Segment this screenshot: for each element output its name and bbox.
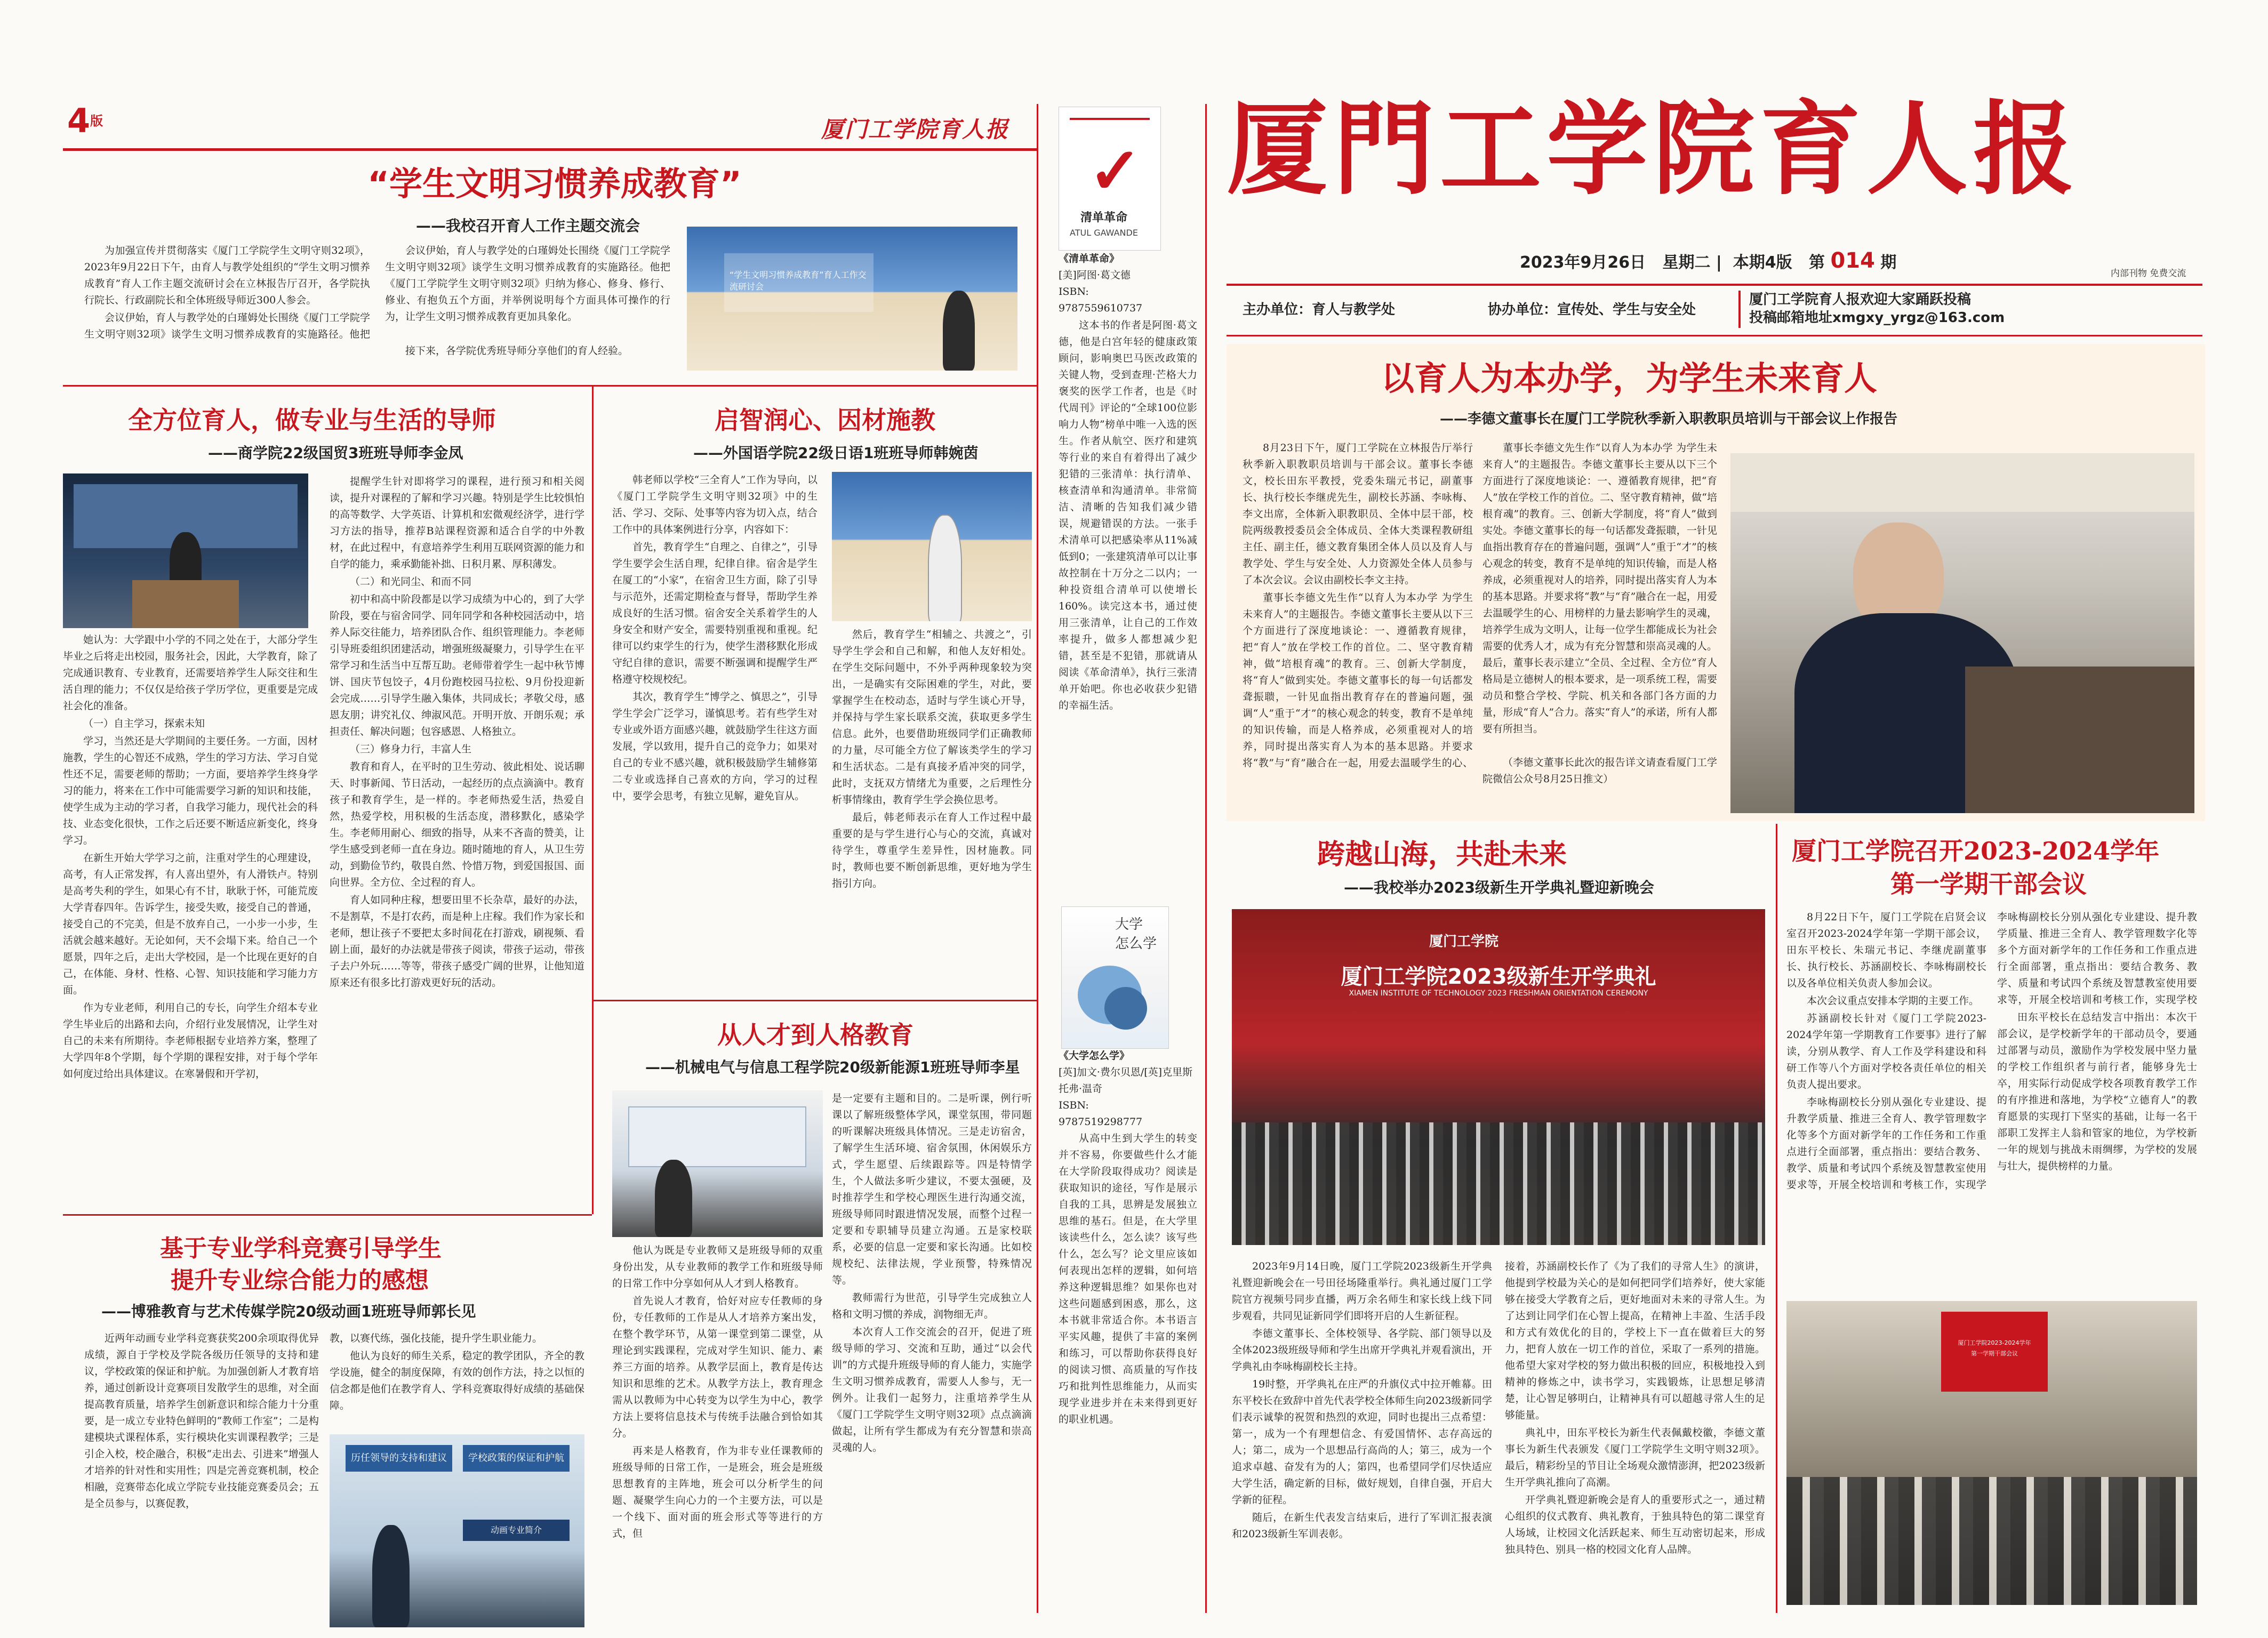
contribution-line-1: 厦门工学院育人报欢迎大家踊跃投稿 [1749,292,1972,308]
book-2-isbn: 9787519298777 [1059,1116,1143,1128]
rule-books-left [1037,104,1038,1613]
a2-paragraph: 作为专业老师，利用自己的专长，向学生介绍本专业学生毕业后的出路和去向，介绍行业发展情况，让学生对自己的未来有所期待。李老师根据专业培养方案，整理了大学四年8个学期，每个学期的课程安排，对于每个学年如何度过给出具体建议。在寒暑假和开学初， [63,1002,318,1080]
a1-title: “学生文明习惯养成教育” [367,164,742,203]
book-1-info [1059,251,1197,317]
a7-paragraph: 19时整，开学典礼在庄严的升旗仪式中拉开帷幕。田东平校长在致辞中首先代表学校全体师生向2023级新同学们表示诚挚的祝贺和热烈的欢迎，同时也提出三点希望：第一，成为一个有理想信念、有爱国情怀、志存高远的人；第二，成为一个思想品行高尚的人；第三，成为一个追求卓越、奋发有为的人；第四，也希望同学们尽快适应大学生活，确定新的目标，做好规划，自律自强，开启大学新的征程。 [1232,1378,1492,1506]
a7-col2 [1505,1258,1765,1559]
a2-paragraph: 学习，当然还是大学期间的主要任务。一方面，因材施教，学生的心智还不成熟，学生的学习方法、学习自觉性还不足，需要老师的帮助；一方面，要培养学生终身学习的能力，将来在工作中可能需要学习新的知识和技能，使学生成为主动的学习者，自我学习能力，现代社会的科技、业态变化很快，工作之后还要不断适应新变化，终身学习。 [63,735,318,846]
a3-title-line2: 提升专业综合能力的感想 [171,1267,429,1294]
book-2-review-text: 从高中生到大学生的转变并不容易，你要做些什么才能在大学阶段取得成功？阅读是获取知识的途径，写作是展示自我的工具，思辨是发展独立思维的基石。但是，在大学里该读些什么，怎么读？该写些什么，怎么写？论文里应该如何表现出怎样的逻辑，如何培养这种逻辑思维？如果你也对这些问题感到困惑，那么，这本书就非常适合你。本书语言平实风趣，提供了丰富的案例和练习，可以帮助你获得良好的阅读习惯、高质量的写作技巧和批判性思维能力，从而实现学业进步并在未来得到更好的职业机遇。 [1059,1133,1197,1425]
a2-paragraph: 教育和育人，在平时的卫生劳动、彼此相处、说话聊天、时事新闻、节日活动，一起经历的点点滴滴中。教育孩子和教育学生，是一样的。李老师热爱生活，热爱自然，热爱学校，用积极的生活态度，潜移默化，感染学生。李老师用耐心、细致的指导，从来不吝啬的赞美，让学生感受到老师一直在身边。随时随地的育人，从卫生劳动，到勤俭节约，敬畏自然、怜惜万物，到爱国报国、面向世界。全方位、全过程的育人。 [330,761,584,888]
a4-title: 启智润心、因材施教 [715,406,935,435]
a6-paragraph: 董事长李德文先生作“以育人为本办学 为学生未来育人”的主题报告。李德文董事长主要从以下三个方面进行了深度地谈论：一、遵循教育规律，把“育人”放在学校工作的首位。二、坚守教育精神，做“培根育魂”的教育。三、创新大学制度，将“育人”做到实处。李德文董事长的每一句话都发聋振聩，一针见血指出教育存在的普遍问题，强调“人”重于“才”的核心观念的转变，教育不是单纯的知识传输，而是人格养成，必须重视对人的培养，同时提出落实育人为本的基本思路。并要求将“教”与“育”融合在一起，用爱去温暖学生的心、用榜样的力量去影响学生的灵魂，培养学生成为文明人，让每一位学生都能成长为社会需要的优秀人才，成为有充分智慧和崇高灵魂的人。最后，董事长表示建立“全员、全过程、全方位”育人格局是立德树人的根本要求，是一项系统工程，需要动员和整合学校、学院、机关和各部门各方面的力量，形成“育人”合力。落实“育人”的承诺，所有人都要有所担当。 [1482,442,1717,735]
a5-col2 [832,1090,1032,1457]
masthead: 厦門工学院育人报 [1227,90,2080,208]
a7-paragraph: 李德文董事长、全体校领导、各学院、部门领导以及全体2023级班级导师和学生出席开学典礼并观看演出，开学典礼由李咏梅副校长主持。 [1232,1328,1492,1372]
a2-paragraph: 在新生开始大学学习之前，注重对学生的心理建设，高考，有人正常发挥，有人喜出望外，有人滑铁卢。特别是高考失利的学生，如果心有不甘，耿耿于怀，可能荒废大学青春四年。告诉学生，接受失败，接受自己的普通，接受自己的不完美，但是不放弃自己，一小步一小步，生活就会越来越好。无论如何，天不会塌下来。给自己一个愿景，四年之后，走出大学校园，是一个比现在更好的自己，在体能、身材、性格、心智、知识技能和学习能力方面。 [63,852,318,996]
a6-photo [1730,453,2194,813]
a8-paragraph: 8月22日下午，厦门工学院在启贤会议室召开2023-2024学年第一学期干部会议，田东平校长、朱瑞元书记、李继虎副董事长、执行校长、苏涵副校长、李咏梅副校长以及各单位相关负责人参加会议。 [1786,911,1986,989]
book-1-title: 《清单革命》 [1059,253,1120,264]
header-rule-left [63,148,1037,151]
a7-subtitle: ——我校举办2023级新生开学典礼暨迎新晚会 [1344,879,1654,896]
a5-paragraph: 是一定要有主题和目的。二是听课，例行听课以了解班级整体学风，课堂氛围，带同题的听课解决班级具体情况。三是走访宿舍，了解学生生活环境、宿舍氛围，休闲娱乐方式，学生愿望、后续跟踪等。四是特情学生，个人做法多听少建议，不要太强硬，及时推荐学生和学校心理医生进行沟通交流，班级导师同时跟进情况发展，而整个过程一定要和专职辅导员建立沟通。五是家校联系，必要的信息一定要和家长沟通。比如校规校纪、法律法规，学业预警，特殊情况等。 [832,1093,1032,1286]
book-1-isbn-label: ISBN: [1059,286,1089,298]
book-1-review [1059,317,1197,715]
a5-col1 [612,1242,823,1543]
book-2-isbn-label: ISBN: [1059,1099,1089,1111]
a3-paragraph: 近两年动画专业学科竞赛获奖200余项取得优异成绩，源自于学校及学院各级历任领导的支持和建议，学校政策的保证和护航。为加强创新人才教育培养，通过创新设计竞赛项目发散学生的思维，对全面提高教育质量，培养学生创新意识和综合能力十分重要，是一成立专业特色鲜明的“教师工作室”；二是构建模块式课程体系，实行模块化实训课程教学；三是引企入校，校企融合，积极“走出去、引进来”增强人才培养的针对性和实用性；四是完善竞赛机制，校企相融，竞赛带态化成立学院专业技能竞赛委员会；五是全员参与，以赛促教， [84,1332,319,1509]
a6-paragraph: （李德文董事长此次的报告详文请查看厦门工学院微信公众号8月25日推文） [1482,757,1717,785]
a3-col2 [330,1330,584,1415]
a3-photo [330,1434,584,1627]
co-host-unit: 协办单位：宣传处、学生与安全处 [1488,302,1696,318]
book-2-author: [英]加文·费尔贝恩/[英]克里斯托弗·温奇 [1059,1066,1193,1095]
a8-title-line1: 厦门工学院召开2023-2024学年 [1792,837,2160,865]
a1-paragraph: 会议伊始，育人与教学处的白瑾姆处长围绕《厦门工学院学生文明守则32项》谈学生文明习惯养成教育的实施路径。他把 [84,312,370,340]
a1-paragraph: 为加强宣传并贯彻落实《厦门工学院学生文明守则32项》，2023年9月22日下午，由育人与教学处组织的“学生文明习惯养成教育”育人工作主题交流研讨会在立林报告厅召开，各学院执行院长、行政副院长和全体班级导师近300人参会。 [84,245,370,306]
a8-col1 [1786,909,1986,1194]
a7-title: 跨越山海，共赴未来 [1317,838,1567,871]
a6-subtitle: ——李德文董事长在厦门工学院秋季新入职教职员培训与干部会议上作报告 [1440,411,1898,427]
book-1-review-text: 这本书的作者是阿图·葛文德，他是白宫年轻的健康政策顾问，影响奥巴马医改政策的关键人物，受到查理·芒格大力褒奖的医学工作者，也是《时代周刊》评论的“全球100位影响力人物”榜单中唯一入选的医生。作者从航空、医疗和建筑等行业的来自有着得出了减少犯错的三张清单：执行清单、核查清单和沟通清单。非常简洁、清晰的告知我们减少错误，规避错误的方法。一张手术清单可以把感染率从11%减低到0；一张建筑清单可以让事故控制在十万分之二以内；一种投资组合清单可以使增长160%。读完这本书，通过使用三张清单，让自己的工作效率提升，做多人都想减少犯错，甚至是不犯错，那就请从阅读《革命清单》，执行三张清单开始吧。你也必收获少犯错的幸福生活。 [1059,319,1197,711]
a5-photo [612,1090,823,1237]
a1-col2 [385,243,670,360]
a8-paragraph: 本次会议重点安排本学期的主要工作。 [1807,995,1980,1007]
a1-photo [687,227,1017,371]
a5-paragraph: 首先说人才教育，恰好对应专任教师的身份，专任教师的工作是从人才培养方案出发，在整个教学环节，从第一课堂到第二课堂，从理论到实践课程，完成对学生知识、能力、素养三方面的培养。从教学层面上，教育是传达知识和思维的艺术。从教学方法上，教育理念需从以教师为中心转变为以学生为中心，教学方法上要将信息技术与传统手法融合到恰如其分。 [612,1295,823,1439]
a1-photo-caption: “学生文明习惯养成教育”育人工作交流研讨会 [730,270,867,292]
a2-heading: （二）和光同尘、和而不同 [350,576,472,588]
a3-col1 [84,1330,319,1629]
a4-photo [832,472,1032,621]
a2-paragraph: 提醒学生针对即将学习的课程，进行预习和相关阅读，提升对课程的了解和学习兴趣。特别是学生比较惧怕的高等数学、大学英语、计算机和宏微观经济学，进行学习方法的指导，推荐B站课程资源和适合自学的中外教材，在此过程中，有意培养学生利用互联网资源的能力和自学的能力，乘承勤能补拙、日积月累、厚积薄发。 [330,476,584,570]
a3-title-line1: 基于专业学科竞赛引导学生 [160,1235,442,1262]
a7-banner-logo: 厦门工学院 [1429,934,1499,950]
a2-title: 全方位育人，做专业与生活的导师 [128,406,496,435]
a2-photo [63,473,308,628]
a4-paragraph: 首先，教育学生“自理之、自律之”，引导学生要学会生活自理，纪律自律。宿舍是学生在厦工的“小家”，在宿舍卫生方面，除了引导与示范外，还需定期检查与督导，帮助学生养成良好的生活习惯。宿舍安全关系着学生的人身安全和财产安全，需要特别重视和重视。纪律可以约束学生的行为，使学生潜移默化形成守纪自律的意识，需要不断强调和提醒学生严格遵守校规校纪。 [612,541,818,685]
a8-photo [1786,1301,2197,1605]
a3-subtitle: ——博雅教育与艺术传媒学院20级动画1班班导师郭长见 [101,1303,476,1320]
book-2-review [1059,1130,1197,1429]
book-2-info [1059,1048,1197,1130]
a8-col2 [1997,909,2197,1176]
a4-col2 [832,627,1032,893]
a7-banner-en: XIAMEN INSTITUTE OF TECHNOLOGY 2023 FRESHMAN ORIENTATION CEREMONY [1349,989,1648,998]
rule-col-divider [592,385,594,1214]
book-cover-2-title-line2: 怎么学 [1115,936,1157,952]
a3-paragraph: 他认为良好的师生关系，稳定的教学团队，齐全的教学设施，健全的制度保障，有效的创作方法，持之以恒的信念都是他们在教学育人、学科竞赛取得好成绩的基础保障。 [330,1350,584,1411]
a1-paragraph: 接下来，各学院优秀班导师分享他们的育人经验。 [405,345,629,357]
a1-paragraph: 会议伊始，育人与教学处的白瑾姆处长围绕《厦门工学院学生文明守则32项》谈学生文明习惯养成教育的实施路径。他把《厦门工学院学生文明守则32项》归纳为修心、修身、修行、修业、有抱负五个方面，并举例说明每个方面具体可操作的行为，让学生文明习惯养成教育更加具象化。 [385,245,670,323]
masthead-rule [1227,284,2202,286]
a7-paragraph: 接着，苏涵副校长作了《为了我们的寻常人生》的演讲，他提到学校最为关心的是如何把同学们培养好，使大家能够在接受大学教育之后，更好地面对未来的寻常人生。为了达到让同学们在心智上提高，在精神上丰盈、生活手段和方式有效优化的目的，学校上下一直在做着巨大的努力，把育人放在一切工作的首位，采取了一系列的措施。他希望大家对学校的努力做出积极的回应，积极地投入到精神的修炼之中，读书学习，实践锻炼，让思想足够清楚，让心智足够明白，让精神具有可以超越寻常人生的足够能量。 [1505,1260,1765,1421]
a4-paragraph: 韩老师以学校“三全育人”工作为导向，以《厦门工学院学生文明守则32项》中的生活、学习、交际、处事等内容为切入点，结合工作中的具体案例进行分享，内容如下： [612,474,818,535]
a1-subtitle: ——我校召开育人工作主题交流会 [416,217,640,235]
rule-a1-bottom [63,385,1037,387]
a3-ppt-block: 历任领导的支持和建议 [346,1445,452,1472]
small-masthead: 厦门工学院育人报 [821,116,1009,142]
rule-a4-bottom [592,1000,1037,1001]
book-cover-1-author: ATUL GAWANDE [1070,228,1138,238]
issue-line: 2023年9月26日 星期二 | 本期4版 第 014 期 [1520,248,1897,273]
a2-col2 [330,473,584,992]
page-number: $4^版$ [67,101,103,140]
a5-paragraph: 他认为既是专业教师又是班级导师的双重身份出发，从专业教师的教学工作和班级导师的日常工作中分享如何从人才到人格教育。 [612,1244,823,1289]
a2-col1 [63,632,318,1083]
a2-heading: （一）自主学习，探索未知 [83,718,205,729]
a3-ppt-block: 动画专业简介 [463,1520,570,1541]
book-cover-1: ✓ 清单革命 ATUL GAWANDE [1059,107,1161,251]
book-1-isbn: 9787559610737 [1059,302,1143,314]
contribution-box [1738,291,2208,328]
a8-screen-line2: 第一学期干部会议 [1971,1350,2018,1357]
a2-paragraph: 初中和高中阶段都是以学习成绩为中心的，到了大学阶段，要在与宿舍同学、同年同学和各种校园活动中，培养人际交往能力，培养团队合作、组织管理能力。李老师引导班委组织团建活动，增强班级凝聚力，引导学生在平常学习和生活当中互帮互助。老师带着学生一起中秋节博饼、国庆节包饺子，4月份跑校园马拉松、9月份投迎新会完成……引导学生融入集体，共同成长；孝敬父母，感恩友朋；讲究礼仪、绅淑风范。开明开放、开朗乐观；承担责任、解决问题；包容感恩、人格独立。 [330,593,584,737]
book-2-title: 《大学怎么学》 [1059,1050,1130,1062]
book-1-author: [美]阿图·葛文德 [1059,269,1131,281]
a5-paragraph: 再来是人格教育，作为非专业任课教师的班级导师的日常工作，一是班会，班会是班级思想教育的主阵地，班会可以分析学生的问题、凝聚学生向心力的一个主要方法，可以是一个线下、面对面的班会形式等等进行的方式，但 [612,1445,823,1539]
a6-col2 [1482,440,1717,789]
a2-paragraph: 她认为：大学跟中小学的不同之处在于，大部分学生毕业之后将走出校园，服务社会，因此，大学教育，除了完成通识教育、专业教育，还需要培养学生人际交往和生活自理的能力；不仅仅是给孩子学历学位，更重要是完成社会化的准备。 [63,634,318,712]
a7-paragraph: 开学典礼暨迎新晚会是育人的重要形式之一，通过精心组织的仪式教育、典礼教育，于独具特色的第二课堂育人场域，让校园文化活跃起来、师生互动密切起来，形成独具特色、别具一格的校园文化育人品牌。 [1505,1494,1765,1555]
a7-paragraph: 随后，在新生代表发言结束后，进行了军训汇报表演和2023级新生军训表彰。 [1232,1512,1492,1540]
a8-paragraph: 苏涵副校长针对《厦门工学院2023-2024学年第一学期教育工作要事》进行了解读，分别从教学、育人工作及学科建设和科研工作等八个方面对学校各责任单位的相关负责人提出要求。 [1786,1013,1986,1090]
book-cover-1-title: 清单革命 [1080,211,1128,224]
a2-subtitle: ——商学院22级国贸3班班导师李金凤 [208,444,463,462]
book-cover-2-title-line1: 大学 [1115,917,1143,933]
a7-paragraph: 典礼中，田东平校长为新生代表佩戴校徽，李德文董事长为新生代表颁发《厦门工学院学生文明守则32项》。最后，精彩纷呈的节目让全场观众激情澎湃，把2023级新生开学典礼推向了高潮。 [1505,1427,1765,1488]
a5-paragraph: 教师需行为世范，引导学生完成独立人格和文明习惯的养成，润物细无声。 [832,1292,1032,1320]
a7-banner: 厦门工学院2023级新生开学典礼 [1341,965,1656,989]
contribution-email: 投稿邮箱地址xmgxy_yrgz@163.com [1749,310,2005,326]
a8-paragraph: 李咏梅副校长分别从强化专业建设、提升教学质量、推进三全育人、教学管理数字化等多个方面对新学年的工作任务和工作重点进行全面部署，重点指出：要结合教务、教学、质量和考试四个系统及智慧教室使用要求等，开展全校培训和考核工作，实现学 [1786,1096,1986,1191]
a1-col1 [84,243,370,344]
a8-paragraph: 李咏梅副校长分别从强化专业建设、提升教学质量、推进三全育人、教学管理数字化等多个方面对新学年的工作任务和工作重点进行全面部署，重点指出：要结合教务、教学、质量和考试四个系统及智慧教室使用要求等，开展全校培训和考核工作，实现学校 [1997,911,2197,1006]
a4-paragraph: 然后，教育学生“相辅之、共渡之”，引导学生学会和自己和解，和他人友好相处。在学生交际问题中，不外乎两种现象较为突出，一是确实有交际困难的学生，对此，要掌握学生在校动态，适时与学生谈心开导，并保持与学生家长联系交流，获取更多学生信息。此外，也要借助班级同学们正确教师的力量，尽可能全方位了解该类学生的学习和生活状态。二是有真接矛盾冲突的同学，此时，支抚双方情绪尤为重要，之后理性分析事情缘由，教育学生学会换位思考。 [832,629,1032,806]
a6-col1 [1243,440,1473,773]
a3-paragraph: 教，以赛代练，强化技能，提升学生职业能力。 [330,1332,543,1344]
internal-note: 内部刊物 免费交流 [2111,268,2186,279]
a4-col1 [612,472,818,806]
a7-paragraph: 2023年9月14日晚，厦门工学院2023级新生开学典礼暨迎新晚会在一号田径场隆重举行。典礼通过厦门工学院官方视频号同步直播，两万余名师生和家长线上线下同步观看，共同见证新同学们即将开启的人生新征程。 [1232,1260,1492,1322]
a4-paragraph: 其次，教育学生“博学之、慎思之”，引导学生学会广泛学习，谨慎思考。若有些学生对专业或外语方面感兴趣，就鼓励学生往这方面发展，学以致用，提升自己的竞争力；如果对自己的专业不感兴趣，就积极鼓励学生辅修第二专业或选择自己喜欢的方向，学习的过程中，要学会思考，有独立见解，避免盲从。 [612,691,818,802]
a4-subtitle: ——外国语学院22级日语1班班导师韩婉茵 [693,444,979,462]
rule-a2-bottom [63,1214,592,1216]
a2-paragraph: 育人如同种庄稼，想要田里不长杂草，最好的办法，不是割草，不是打农药，而是种上庄稼。我们作为家长和老师，想让孩子不要把太多时间花在打游戏，刷视频、看剧上面，最好的办法就是带孩子阅读，带孩子运动，带孩子去户外玩……等等，带孩子感受广阔的世界，让他知道原来还有很多比打游戏更好玩的活动。 [330,894,584,989]
book-cover-2 [1061,906,1169,1049]
rule-a8-left [1776,824,1777,1613]
a3-ppt-block: 学校政策的保证和护航 [463,1445,570,1472]
a8-title-line2: 第一学期干部会议 [1890,870,2087,898]
a2-heading: （三）修身力行，丰富人生 [350,743,472,755]
header-rule-right [1227,335,2202,336]
rule-books-right [1205,104,1207,1613]
a8-screen-line1: 厦门工学院2023-2024学年 [1958,1339,2031,1346]
a6-title: 以育人为本办学，为学生未来育人 [1381,359,1878,398]
a6-paragraph: 董事长李德文先生作“以育人为本办学 为学生未来育人”的主题报告。李德文董事长主要从以下三个方面进行了深度地谈论：一、遵循教育规律，把“育人”放在学校工作的首位。二、坚守教育精神，做“培根育魂”的教育。三、创新大学制度，将“育人”做到实处。李德文董事长的每一句话都发聋振聩，一针见血指出教育存在的普遍问题，强调“人”重于“才”的核心观念的转变，教育不是单纯的知识传输，而是人格养成，必须重视对人的培养，同时提出落实育人为本的基本思路。并要求将“教”与“育”融合在一起，用爱去温暖学生的心、 [1243,592,1473,769]
a7-col1 [1232,1258,1492,1544]
a8-paragraph: 田东平校长在总结发言中指出：本次干部会议，是学校新学年的干部动员令，要通过部署与动员，激励作为学校发展中坚力量的学校工作组织者与前行者，能够身先士卒，用实际行动促成学校各项教育教学工作的有序推进和落地，为学校“立德育人”的教育愿景的实现打下坚实的基础，让每一名干部职工发挥主人翁和管家的地位，为学校新一年的规划与挑战未雨绸缪，为学校的发展与壮大，提供榜样的力量。 [1997,1011,2197,1172]
a5-paragraph: 本次育人工作交流会的召开，促进了班级导师的学习、交流和互助，通过“以会代训”的方式提升班级导师的育人能力，实施学生文明习惯养成教育，需要人人参与，无一例外。让我们一起努力，注重培养学生从《厦门工学院学生文明守则32项》点点滴滴做起，让所有学生都成为有充分智慧和崇高灵魂的人。 [832,1326,1032,1454]
a4-paragraph: 最后，韩老师表示在育人工作过程中最重要的是与学生进行心与心的交流，真诚对待学生，尊重学生差异性，因材施教。同时，教师也要不断创新思维，更好地为学生指引方向。 [832,812,1032,889]
a5-subtitle: ——机械电气与信息工程学院20级新能源1班班导师李星 [645,1058,1020,1076]
host-unit: 主办单位：育人与教学处 [1243,302,1396,318]
a7-photo [1232,909,1765,1245]
a5-title: 从人才到人格教育 [717,1021,913,1049]
a6-paragraph: 8月23日下午，厦门工学院在立林报告厅举行秋季新入职教职员培训与干部会议。董事长李德文，校长田东平教授，党委朱瑞元书记，副董事长、执行校长李继虎先生，副校长苏涵、李咏梅、李文出席，全体新入职教职员、全体中层干部，校院两级教授委员会全体成员、全体大类课程教研组主任、副主任，德文教育集团全体人员以及育人与教学处、学生与安全处、人力资源处全体人员参与了本次会议。会议由副校长李文主持。 [1243,442,1473,586]
